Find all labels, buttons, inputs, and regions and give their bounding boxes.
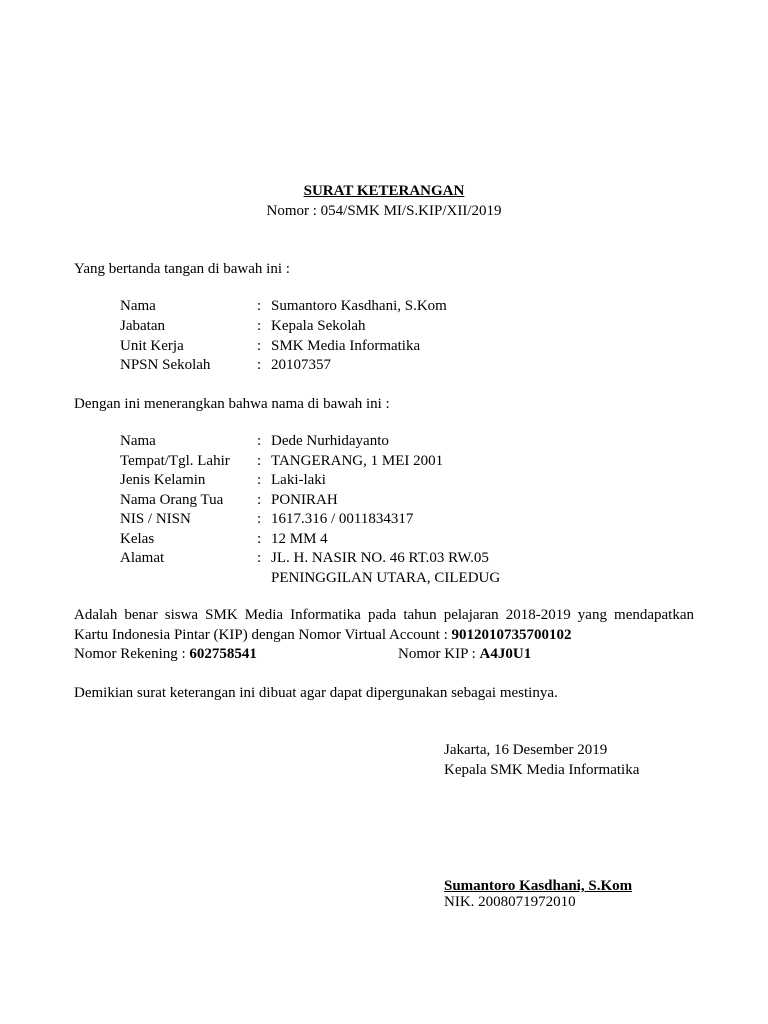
- kip-label: Nomor KIP :: [398, 646, 480, 662]
- signer-label-unit-kerja: Unit Kerja: [120, 338, 184, 354]
- student-value-alamat-line2: PENINGGILAN UTARA, CILEDUG: [271, 570, 501, 586]
- separator-colon: :: [257, 492, 262, 508]
- kip-value: A4J0U1: [479, 646, 532, 662]
- separator-colon: :: [257, 338, 262, 354]
- rekening-value: 602758541: [189, 646, 257, 662]
- intro-text: Yang bertanda tangan di bawah ini :: [74, 261, 290, 277]
- signer-label-npsn: NPSN Sekolah: [120, 357, 211, 373]
- separator-colon: :: [257, 511, 262, 527]
- student-value-orang-tua: PONIRAH: [271, 492, 338, 508]
- student-value-jenis-kelamin: Laki-laki: [271, 472, 326, 488]
- student-label-orang-tua: Nama Orang Tua: [120, 492, 224, 508]
- kip-line: [398, 645, 531, 665]
- signer-value-jabatan: Kepala Sekolah: [271, 318, 366, 334]
- letter-title: SURAT KETERANGAN: [303, 183, 465, 199]
- student-value-nama: Dede Nurhidayanto: [271, 433, 389, 449]
- rekening-line: [74, 645, 257, 665]
- closing-text: Demikian surat keterangan ini dibuat agar dapat dipergunakan sebagai mestinya.: [74, 685, 558, 701]
- student-label-jenis-kelamin: Jenis Kelamin: [120, 472, 206, 488]
- student-value-alamat: JL. H. NASIR NO. 46 RT.03 RW.05: [271, 550, 489, 566]
- student-label-kelas: Kelas: [120, 531, 155, 547]
- place-date: Jakarta, 16 Desember 2019: [444, 742, 608, 758]
- rekening-label: Nomor Rekening :: [74, 646, 190, 662]
- body-line-1: Adalah benar siswa SMK Media Informatika pada tahun pelajaran 2018-2019 yang mendapatkan: [74, 607, 694, 623]
- student-value-ttl: TANGERANG, 1 MEI 2001: [271, 453, 444, 469]
- student-value-kelas: 12 MM 4: [271, 531, 328, 547]
- student-value-nis: 1617.316 / 0011834317: [271, 511, 414, 527]
- student-label-nis: NIS / NISN: [120, 511, 191, 527]
- separator-colon: :: [257, 318, 262, 334]
- signer-value-nama: Sumantoro Kasdhani, S.Kom: [271, 298, 447, 314]
- signer-position: Kepala SMK Media Informatika: [444, 762, 640, 778]
- signer-label-nama: Nama: [120, 298, 156, 314]
- virtual-account-value: 9012010735700102: [451, 627, 572, 643]
- signer-name: Sumantoro Kasdhani, S.Kom: [444, 878, 633, 894]
- virtual-account-label: Kartu Indonesia Pintar (KIP) dengan Nomor Virtual Account :: [74, 627, 452, 643]
- separator-colon: :: [257, 472, 262, 488]
- student-label-nama: Nama: [120, 433, 156, 449]
- separator-colon: :: [257, 357, 262, 373]
- separator-colon: :: [257, 453, 262, 469]
- student-label-ttl: Tempat/Tgl. Lahir: [120, 453, 230, 469]
- signer-label-jabatan: Jabatan: [120, 318, 165, 334]
- student-label-alamat: Alamat: [120, 550, 165, 566]
- signer-value-unit-kerja: SMK Media Informatika: [271, 338, 421, 354]
- body-line-2: [74, 626, 572, 646]
- signer-nik: NIK. 2008071972010: [444, 894, 576, 910]
- letter-number: Nomor : 054/SMK MI/S.KIP/XII/2019: [266, 203, 502, 219]
- separator-colon: :: [257, 531, 262, 547]
- separator-colon: :: [257, 550, 262, 566]
- statement-text: Dengan ini menerangkan bahwa nama di bawah ini :: [74, 396, 390, 412]
- separator-colon: :: [257, 298, 262, 314]
- separator-colon: :: [257, 433, 262, 449]
- signer-value-npsn: 20107357: [271, 357, 331, 373]
